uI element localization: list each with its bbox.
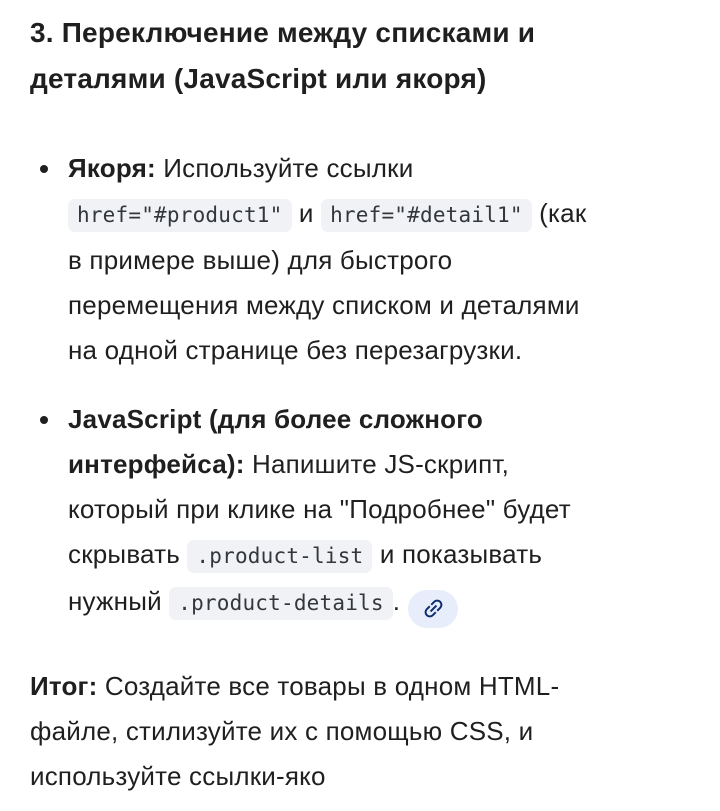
bullet-text: и (291, 198, 322, 228)
summary-paragraph (30, 664, 595, 799)
bullet-text: (как в примере выше) для быстрого перемещения между списком и деталями на одной странице без перезагрузки. (68, 198, 587, 365)
link-icon (421, 596, 446, 621)
bullet-item-anchors (30, 146, 605, 373)
bullet-text: и показывать нужный (68, 539, 543, 616)
bullet-text: Используйте ссылки (155, 153, 414, 183)
bullet-label: Якоря: (68, 153, 156, 183)
bullet-item-javascript (30, 397, 605, 628)
bullet-label: JavaScript (для более сложного интерфейса): (68, 404, 483, 479)
inline-code: href="#detail1" (321, 199, 532, 232)
section-heading: 3. Переключение между списками и деталями (JavaScript или якоря) (30, 17, 536, 94)
inline-code: .product-list (187, 540, 372, 573)
summary-label: Итог: (30, 670, 98, 701)
summary-text: Создайте все товары в одном HTML-файле, стилизуйте их с помощью CSS, и используйте ссылки-яко (30, 670, 560, 791)
bullet-list (30, 146, 690, 628)
bullet-text: Напишите JS-скрипт, который при клике на "Подробнее" будет скрывать (68, 449, 571, 569)
inline-code: href="#product1" (68, 199, 292, 232)
source-link-chip[interactable] (408, 590, 458, 628)
inline-code: .product-details (169, 587, 393, 620)
bullet-text: . (392, 586, 401, 616)
